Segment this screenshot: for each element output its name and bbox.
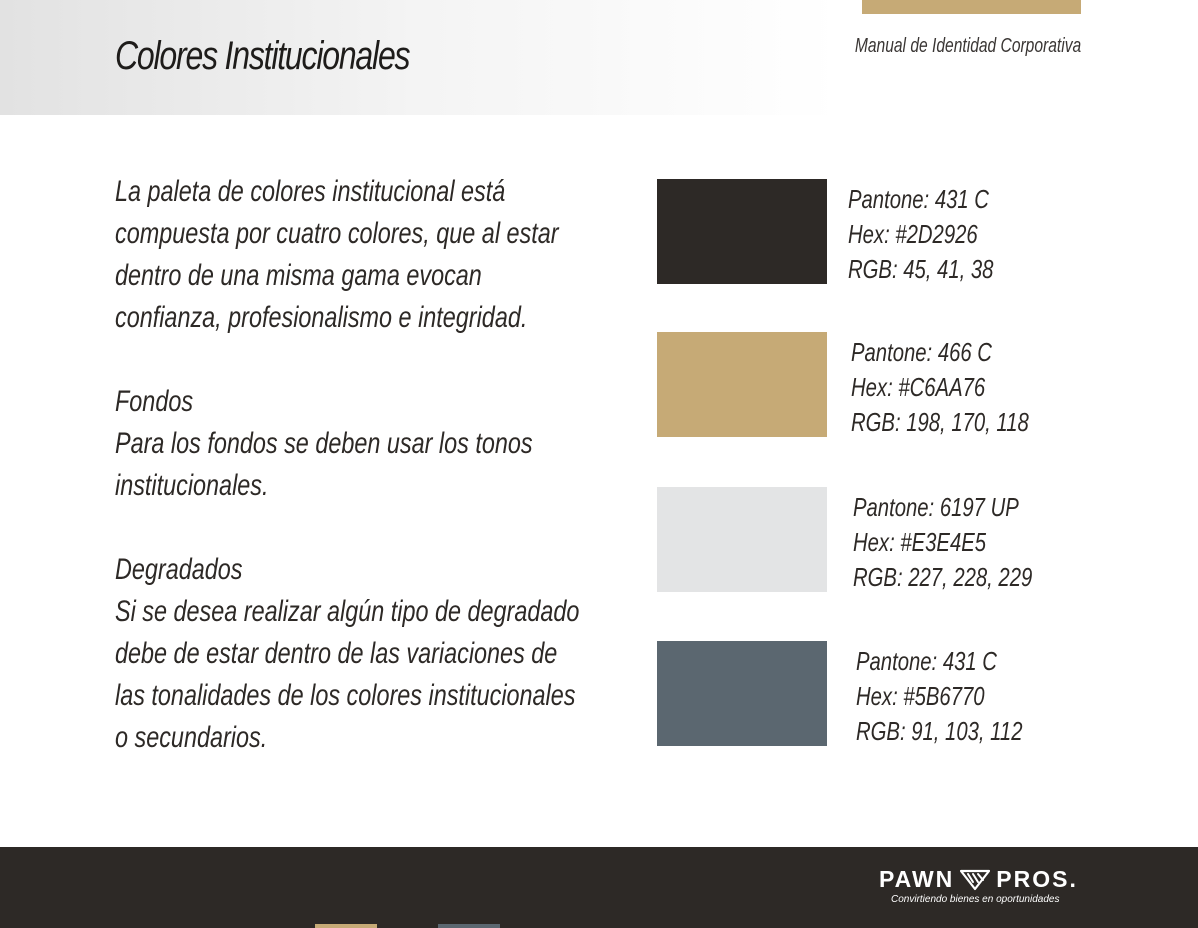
swatch-hex: Hex: #C6AA76 xyxy=(851,372,986,402)
logo-text-left: PAWN xyxy=(879,866,955,892)
intro-line: compuesta por cuatro colores, que al estar xyxy=(115,217,559,250)
gradients-line: Si se desea realizar algún tipo de degradado xyxy=(115,595,580,628)
swatch-info xyxy=(856,644,1022,749)
backgrounds-heading: Fondos xyxy=(115,385,194,418)
document-name: Manual de Identidad Corporativa xyxy=(854,35,1081,57)
color-swatch xyxy=(657,641,827,746)
swatch-pantone: Pantone: 431 C xyxy=(856,646,997,676)
page-title: Colores Institucionales xyxy=(115,34,410,78)
swatch-row-dark xyxy=(657,179,1117,285)
color-swatch xyxy=(657,179,827,284)
intro-line: dentro de una misma gama evocan xyxy=(115,259,482,292)
gradients-heading: Degradados xyxy=(115,553,243,586)
backgrounds-section xyxy=(115,381,552,507)
footer-accent-bar xyxy=(438,924,500,928)
gradients-line: o secundarios. xyxy=(115,721,268,754)
swatch-row-slate xyxy=(657,641,1117,747)
shield-chevron-icon xyxy=(960,869,990,891)
accent-bar xyxy=(862,0,1081,14)
color-swatch xyxy=(657,332,827,437)
logo-wordmark xyxy=(879,866,1078,893)
swatch-rgb: RGB: 198, 170, 118 xyxy=(851,407,1029,437)
swatch-rgb: RGB: 45, 41, 38 xyxy=(848,254,994,284)
swatch-hex: Hex: #5B6770 xyxy=(856,681,985,711)
registered-mark: . xyxy=(1069,866,1078,892)
swatch-pantone: Pantone: 431 C xyxy=(848,184,989,214)
swatch-row-gold xyxy=(657,332,1117,438)
logo-tagline: Convirtiendo bienes en oportunidades xyxy=(891,894,1060,905)
swatch-hex: Hex: #2D2926 xyxy=(848,219,978,249)
swatch-hex: Hex: #E3E4E5 xyxy=(853,527,987,557)
gradients-line: debe de estar dentro de las variaciones de xyxy=(115,637,558,670)
color-swatch xyxy=(657,487,827,592)
swatch-info xyxy=(848,182,993,287)
backgrounds-line: institucionales. xyxy=(115,469,269,502)
backgrounds-line: Para los fondos se deben usar los tonos xyxy=(115,427,533,460)
swatch-rgb: RGB: 91, 103, 112 xyxy=(856,716,1023,746)
logo-text-right-word: PROS xyxy=(996,866,1070,892)
logo-text-right xyxy=(996,866,1078,893)
swatch-pantone: Pantone: 6197 UP xyxy=(853,492,1019,522)
swatch-info xyxy=(851,335,1029,440)
gradients-line: las tonalidades de los colores institucionales xyxy=(115,679,576,712)
swatch-pantone: Pantone: 466 C xyxy=(851,337,992,367)
swatch-row-light xyxy=(657,487,1117,593)
swatch-rgb: RGB: 227, 228, 229 xyxy=(853,562,1033,592)
gradients-section xyxy=(115,549,580,759)
intro-line: La paleta de colores institucional está xyxy=(115,175,506,208)
brand-logo xyxy=(879,866,1084,908)
intro-line: confianza, profesionalismo e integridad. xyxy=(115,301,528,334)
footer-accent-bar xyxy=(315,924,377,928)
description-text xyxy=(115,171,580,759)
intro-paragraph xyxy=(115,171,559,339)
swatch-info xyxy=(853,490,1032,595)
